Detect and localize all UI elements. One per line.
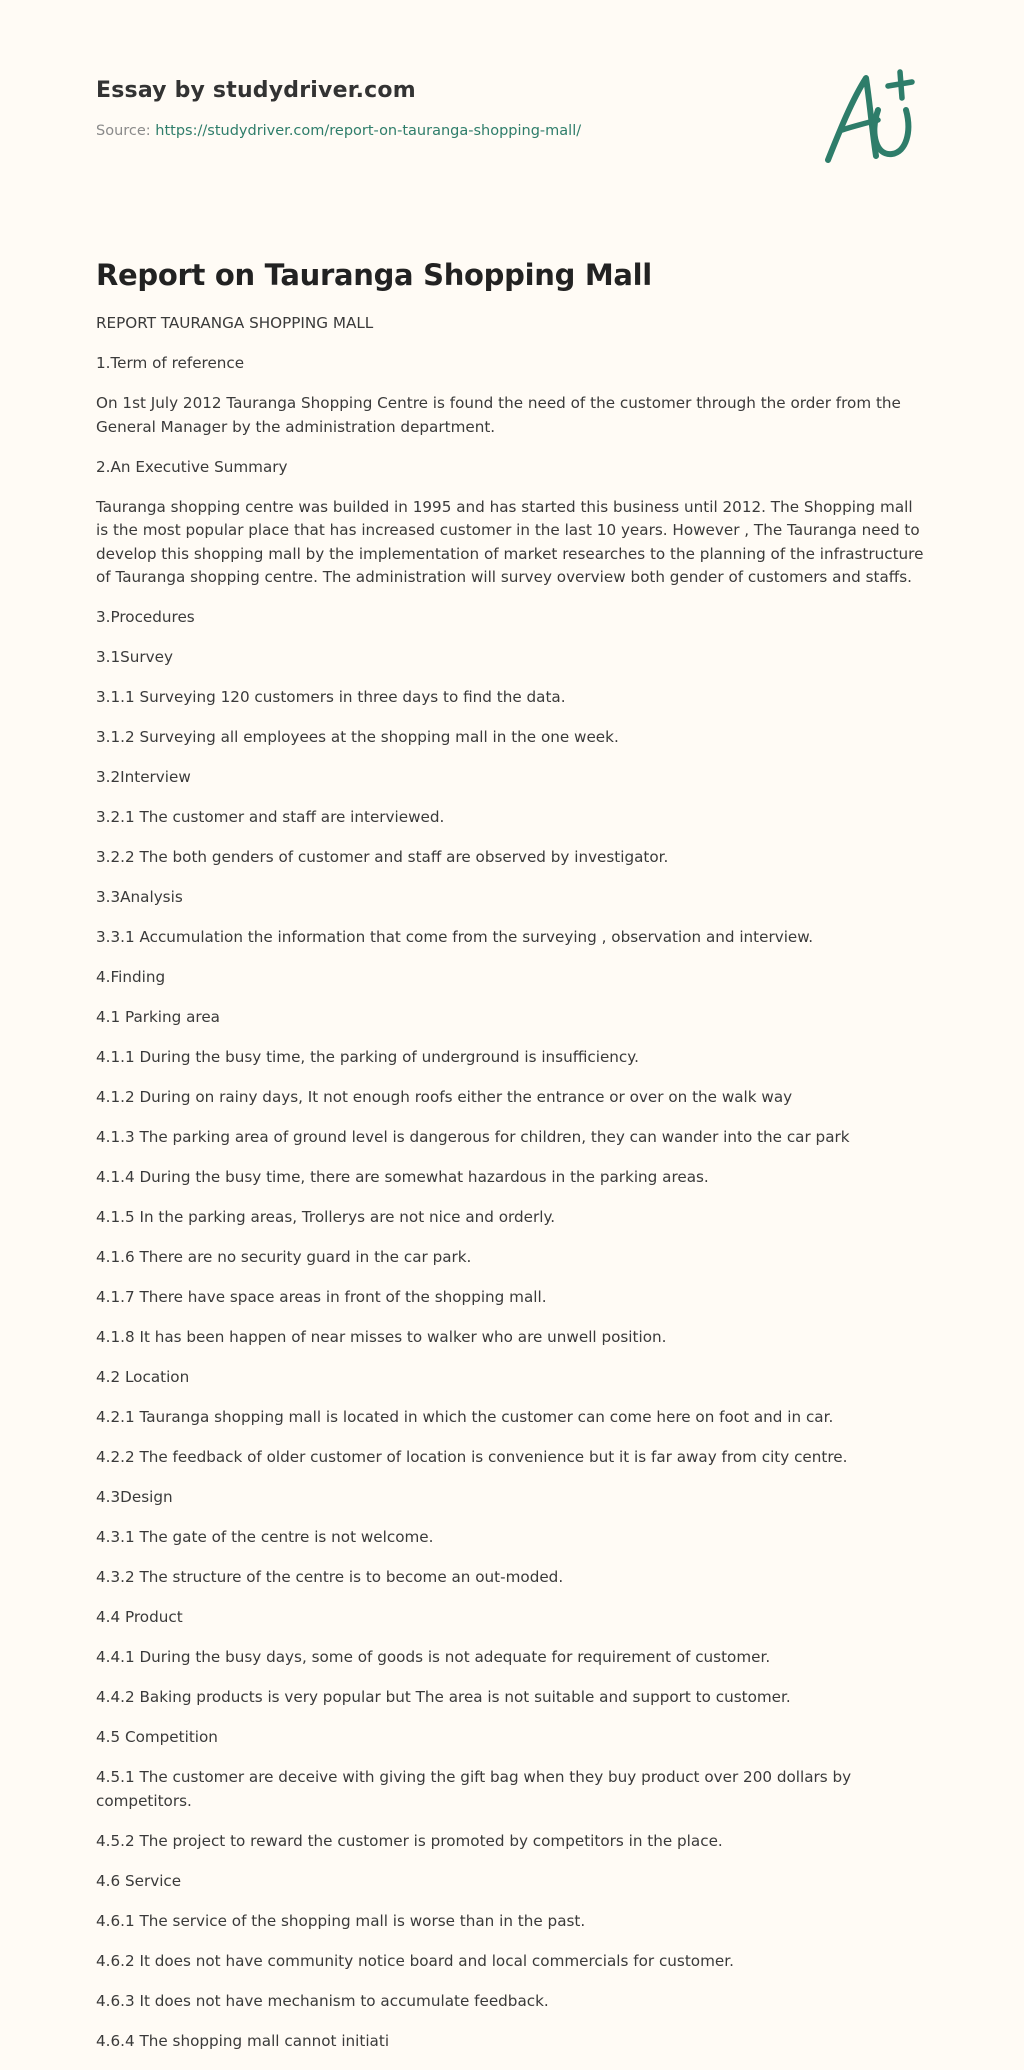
paragraph: 4.2 Location — [96, 1368, 190, 1386]
paragraph: Tauranga shopping centre was builded in 1995 and has started this business until 2012. The Shopping mall is the most popular place that has increased customer in the last 10 years. However , The Tauranga need to develop this shopping mall by the implementation of market researches to the planning of the infrastructure of Tauranga shopping centre. The administration will survey overview both gender of customers and staffs. — [96, 497, 924, 586]
paragraph: 4.6.3 It does not have mechanism to accumulate feedback. — [96, 1991, 549, 2010]
paragraph: 4.1 Parking area — [96, 1008, 220, 1026]
paragraph: 4.1.8 It has been happen of near misses to walker who are unwell position. — [96, 1328, 667, 1346]
paragraph: 4.2.1 Tauranga shopping mall is located in which the customer can come here on foot and in car. — [96, 1408, 834, 1426]
paragraph: 4.5 Competition — [96, 1728, 218, 1746]
paragraph: 4.3Design — [96, 1488, 173, 1506]
paragraph: 3.1.1 Surveying 120 customers in three days to find the data. — [96, 688, 566, 706]
paragraph: 4.1.7 There have space areas in front of the shopping mall. — [96, 1288, 547, 1306]
paragraph: 4.5.1 The customer are deceive with giving the gift bag when they buy product over 200 dollars by competitors. — [96, 1768, 852, 1810]
paragraph: 4.5.2 The project to reward the customer is promoted by competitors in the place. — [96, 1831, 723, 1850]
paragraph: On 1st July 2012 Tauranga Shopping Centre is found the need of the customer through the order from the General Manager by the administration department. — [96, 394, 901, 436]
paragraph: 4.6.2 It does not have community notice board and local commercials for customer. — [96, 1951, 734, 1970]
paragraph: 4.1.6 There are no security guard in the car park. — [96, 1248, 472, 1266]
paragraph: 4.6.4 The shopping mall cannot initiati — [96, 2031, 390, 2050]
source-line — [96, 123, 796, 139]
document-body — [96, 258, 926, 2070]
paragraph: 3.2.1 The customer and staff are interviewed. — [96, 808, 445, 826]
a-plus-logo-icon — [820, 68, 932, 168]
document-title: Report on Tauranga Shopping Mall — [96, 258, 652, 292]
paragraph: 3.2Interview — [96, 768, 191, 786]
paragraph: 4.Finding — [96, 968, 166, 986]
paragraph: 3.3Analysis — [96, 888, 183, 906]
paragraph: 3.Procedures — [96, 608, 195, 626]
paragraph: 4.3.2 The structure of the centre is to become an out-moded. — [96, 1568, 564, 1586]
source-label: Source: — [96, 123, 151, 139]
page-header — [96, 78, 796, 139]
paragraph: 4.6.1 The service of the shopping mall is worse than in the past. — [96, 1911, 586, 1930]
paragraph: 4.1.3 The parking area of ground level is dangerous for children, they can wander into the car park — [96, 1128, 850, 1146]
paragraph: 4.1.4 During the busy time, there are somewhat hazardous in the parking areas. — [96, 1168, 709, 1186]
paragraph: 4.3.1 The gate of the centre is not welcome. — [96, 1528, 434, 1546]
paragraph: REPORT TAURANGA SHOPPING MALL — [96, 314, 374, 332]
paragraph: 2.An Executive Summary — [96, 457, 288, 476]
site-title: Essay by studydriver.com — [96, 78, 416, 103]
paragraph: 4.6 Service — [96, 1871, 182, 1890]
paragraph-list — [96, 312, 926, 2053]
paragraph: 3.3.1 Accumulation the information that come from the surveying , observation and interview. — [96, 928, 814, 946]
paragraph: 1.Term of reference — [96, 354, 245, 372]
paragraph: 4.4.2 Baking products is very popular but The area is not suitable and support to customer. — [96, 1688, 791, 1706]
paragraph: 4.1.5 In the parking areas, Trollerys are not nice and orderly. — [96, 1208, 556, 1226]
paragraph: 4.1.2 During on rainy days, It not enough roofs either the entrance or over on the walk way — [96, 1088, 793, 1106]
paragraph: 3.1.2 Surveying all employees at the shopping mall in the one week. — [96, 728, 619, 746]
paragraph: 3.2.2 The both genders of customer and staff are observed by investigator. — [96, 848, 669, 866]
paragraph: 4.1.1 During the busy time, the parking of underground is insufficiency. — [96, 1048, 639, 1066]
paragraph: 4.4 Product — [96, 1608, 183, 1626]
paragraph: 3.1Survey — [96, 648, 173, 666]
paragraph: 4.4.1 During the busy days, some of goods is not adequate for requirement of customer. — [96, 1648, 771, 1666]
source-link[interactable]: https://studydriver.com/report-on-tauranga-shopping-mall/ — [155, 123, 582, 139]
paragraph: 4.2.2 The feedback of older customer of location is convenience but it is far away from city centre. — [96, 1448, 848, 1466]
